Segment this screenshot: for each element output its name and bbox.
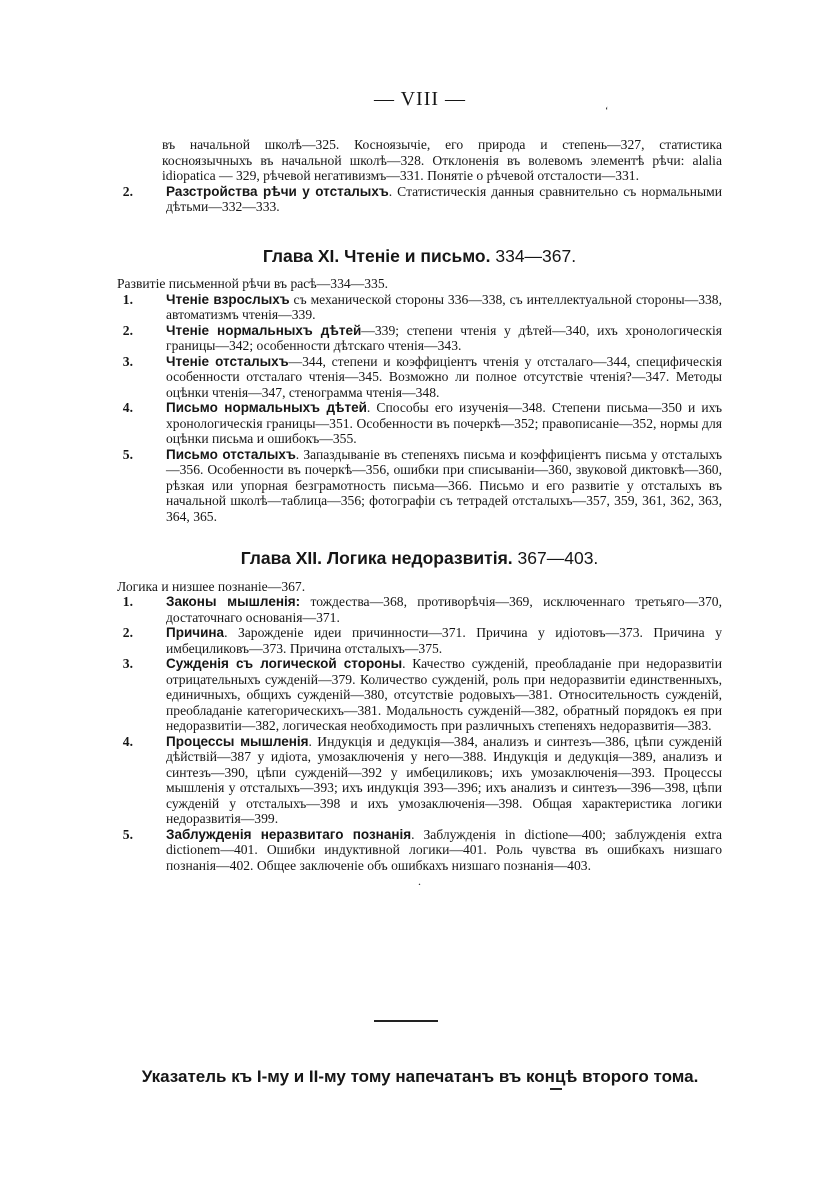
item-number: 1. xyxy=(122,594,133,609)
item-term: Сужденія съ логической стороны xyxy=(166,656,403,671)
item-text: . Статистическія данныя сравнительно съ нормальными дѣтьми—332—333. xyxy=(166,183,722,214)
chapter-range: 334—367. xyxy=(495,245,577,266)
chapter-intro: Развитіе письменной рѣчи въ расѣ—334—335. xyxy=(117,276,389,291)
item-text: . Способы его изученія—348. Степени письма—350 и ихъ хронологическія границы—351. Особенности въ почеркѣ—352; правописаніе—352, нормы для оцѣнки письма и ошибокъ—355. xyxy=(166,400,722,446)
item-term: Процессы мышленія xyxy=(166,733,309,749)
item-number: 2. xyxy=(122,625,133,640)
list-item xyxy=(117,354,722,401)
item-term: Чтеніе взрослыхъ xyxy=(166,291,290,307)
chapter-title: Глава XI. Чтеніе и письмо. xyxy=(262,245,491,266)
list-item xyxy=(117,594,722,625)
chapter-range: 367—403. xyxy=(517,548,599,568)
chapter-title: Глава XII. Логика недоразвитія. xyxy=(240,548,513,568)
item-text: . Заблужденія in dictione—400; заблужденія extra dictionem—401. Ошибки индуктивной логики—401. Роль чувства въ ошибкахъ низшаго познанія—402. Общее заключеніе объ ошибкахъ низшаго познанія—403. xyxy=(166,826,722,873)
item-number: 5. xyxy=(122,826,133,842)
item-text: съ механической стороны 336—338, съ интеллектуальной стороны—338, автоматизмъ чтенія—339. xyxy=(166,291,722,322)
separator-rule xyxy=(374,1020,438,1022)
list-item xyxy=(117,323,722,354)
chapter-intro: Логика и низшее познаніе—367. xyxy=(117,578,306,594)
page-number: — VIII — xyxy=(373,88,467,110)
item-term: Разстройства рѣчи у отсталыхъ xyxy=(166,183,389,199)
item-text: . Запаздываніе въ степеняхъ письма и коэффиціентъ письма у отсталыхъ—356. Особенности въ почеркѣ—356, ошибки при списываніи—360, звуковой диктовкѣ—360, рѣзкая или упорная безграмотность письма—366. Письмо и его развитіе у отсталыхъ въ начальной школѣ—таблица—356; фотографіи съ тетрадей отсталыхъ—357, 359, 361, 362, 363, 364, 365. xyxy=(166,446,722,524)
continuation-text: въ начальной школѣ—325. Косноязычіе, его природа и степень—327, статистика косноязычныхъ въ начальной школѣ—328. Отклоненія въ волевомъ элементѣ рѣчи: alalia idiopatica — 329, рѣчевой негативизмъ—331. Понятіе о рѣчевой отсталости—331. xyxy=(162,137,722,183)
item-number: 2. xyxy=(122,322,133,338)
item-number: 4. xyxy=(122,400,133,415)
list-item xyxy=(117,184,722,215)
list-item xyxy=(117,447,722,525)
item-text: . Зарожденіе идеи причинности—371. Причина у идіотовъ—373. Причина у имбециликовъ—373. Причина отсталыхъ—375. xyxy=(166,625,722,656)
list-item xyxy=(117,827,722,874)
item-term: Причина xyxy=(166,625,225,640)
item-number: 4. xyxy=(122,733,133,749)
list-item xyxy=(117,625,722,656)
end-dot: . xyxy=(418,874,421,888)
item-number: 3. xyxy=(122,353,133,369)
list-item xyxy=(117,734,722,827)
stray-mark: ‘ xyxy=(605,106,609,117)
item-term: Письмо нормальныхъ дѣтей xyxy=(166,400,367,415)
item-number: 3. xyxy=(122,656,133,671)
item-number: 2. xyxy=(122,183,133,199)
footer-note: Указатель къ I-му и II-му тому напечатанъ въ концѣ второго тома. xyxy=(141,1067,699,1086)
item-term: Письмо отсталыхъ xyxy=(166,446,296,462)
list-item xyxy=(117,400,722,447)
item-number: 1. xyxy=(122,291,133,307)
item-text: . Качество сужденій, преобладаніе при недоразвитіи отрицательныхъ сужденій—379. Количество сужденій, роль при недоразвитіи единственныхъ, единичныхъ, общихъ сужденій—380, отсутствіе родовыхъ—381. Относительность сужденій, преобладаніе категорическихъ—381. Модальность сужденій—382, обратный порядокъ ея при недоразвитіи—382, логическая необходимость при различныхъ степеняхъ недоразвитія—383. xyxy=(166,656,722,733)
chapter-12-heading xyxy=(117,548,722,568)
item-number: 5. xyxy=(122,446,133,462)
stray-underline xyxy=(550,1088,562,1090)
item-text: —344, степени и коэффиціентъ чтенія у отсталаго—344, специфическія особенности отсталаго чтенія—345. Возможно ли полное отсутствіе чтенія?—347. Методы оцѣнки чтенія—347, стенограмма чтенія—348. xyxy=(166,353,722,400)
item-term: Чтеніе отсталыхъ xyxy=(166,353,289,369)
table-of-contents xyxy=(117,137,723,888)
item-term: Чтеніе нормальныхъ дѣтей xyxy=(166,322,362,338)
item-text: тождества—368, противорѣчія—369, исключеннаго третьяго—370, достаточнаго основанія—371. xyxy=(166,594,722,625)
item-term: Заблужденія неразвитаго познанія xyxy=(166,826,412,842)
item-text: —339; степени чтенія у дѣтей—340, ихъ хронологическія границы—342; особенности дѣтскаго чтенія—343. xyxy=(166,322,722,353)
list-item xyxy=(117,656,722,734)
item-text: . Индукція и дедукція—384, анализъ и синтезъ—386, цѣпи сужденій дѣйствій—387 у идіота, умозаключенія у него—388. Индукція и дедукція—389, анализъ и синтезъ—390, цѣпи сужденій—392 у имбециликовъ; ихъ умозаключенія—393. Процессы мышленія у отсталыхъ—393; ихъ индукція 393—396; ихъ анализъ и синтезъ—396—398, цѣпи сужденій у отсталыхъ—398 и ихъ умозаключенія—398. Общая характеристика логики недоразвитія—399. xyxy=(166,733,723,826)
item-term: Законы мышленія: xyxy=(166,594,301,609)
list-item xyxy=(117,292,722,323)
chapter-11-heading xyxy=(117,245,722,266)
